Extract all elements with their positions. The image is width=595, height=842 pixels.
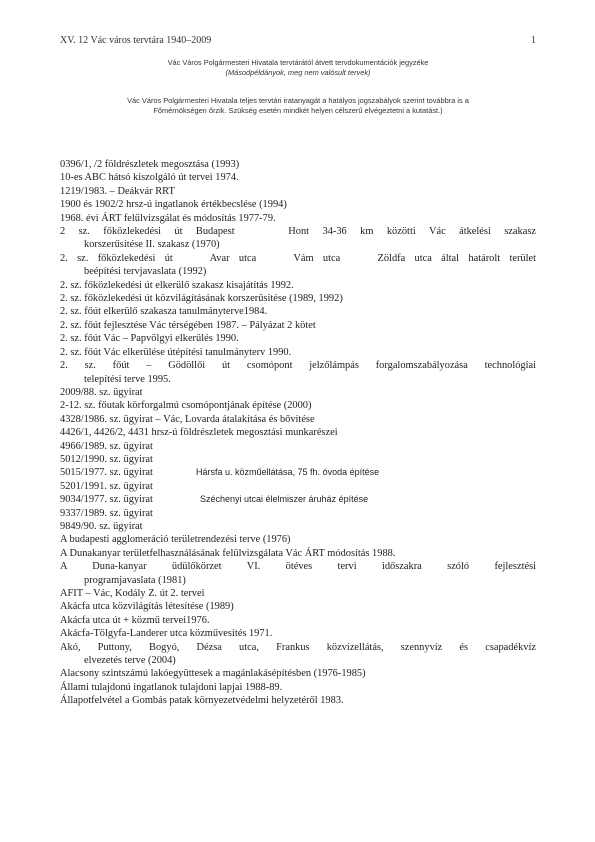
list-item: [60, 359, 536, 386]
list-item: 2. sz. főút Vác – Papvölgyi elkerülés 1990.: [60, 333, 239, 345]
list-item: AFIT – Vác, Kodály Z. út 2. tervei: [60, 588, 205, 599]
list-item: 5012/1990. sz. ügyirat: [60, 453, 153, 465]
intro-note: [60, 96, 536, 116]
list-item: Állapotfelvétel a Gombás patak környezetvédelmi helyzetéről 1983.: [60, 695, 344, 707]
list-item: 2. sz. főút Vác elkerülése útépítési tanulmányterv 1990.: [60, 346, 292, 358]
list-item: [60, 225, 536, 252]
list-item: 2-12. sz. főutak körforgalmú csomópontjának építése (2000): [60, 400, 312, 412]
list-item-number: 9034/1977. sz. ügyirat: [60, 494, 153, 506]
list-item: A Dunakanyar területfelhasználásának felülvizsgálata Vác ÁRT módosítás 1988.: [60, 547, 396, 559]
list-item-line: 2. sz. főközlekedési út Avar utca Vám utca Zöldfa utca által határolt terület: [60, 252, 536, 264]
list-item-description: Hársfa u. közműellátása, 75 fh. óvoda építése: [196, 467, 380, 478]
list-item-continuation: elvezetés terve (2004): [84, 655, 176, 667]
document-subtitle: (Másodpéldányok, meg nem valósult tervek): [225, 68, 371, 77]
intro-note-line-1: Vác Város Polgármesteri Hivatala teljes tervtári iratanyagát a hatályos jogszabályok szerint továbbra is a: [127, 96, 469, 105]
list-item: Akácfa utca út + közmű tervei1976.: [60, 614, 210, 626]
document-list: [60, 158, 536, 708]
list-item: 2. sz. főút elkerülő szakasza tanulmányterve1984.: [60, 306, 268, 318]
list-item: 10-es ABC hátsó kiszolgáló út tervei 1974.: [60, 172, 239, 184]
list-item: 4966/1989. sz. ügyirat: [60, 440, 153, 452]
list-item: Akácfa-Tölgyfa-Landerer utca közművesítés 1971.: [60, 628, 273, 640]
header-title: XV. 12 Vác város tervtára 1940–2009: [60, 35, 212, 46]
list-item-line: 2. sz. főút – Gödöllői út csomópont jelzőlámpás forgalomszabályozása technológiai: [60, 360, 536, 372]
list-item: [60, 560, 536, 587]
page-header: [60, 35, 536, 49]
intro-note-line-2: Főmérnökségen őrzik. Szükség esetén mindkét helyen célszerű elvégeztetni a kutatást.): [153, 106, 443, 115]
document-title-block: [60, 58, 536, 78]
list-item: Állami tulajdonú ingatlanok tulajdoni lapjai 1988-89.: [60, 681, 283, 693]
list-item: 9849/90. sz. ügyirat: [60, 520, 143, 532]
list-item: [60, 493, 536, 506]
list-item: 9337/1989. sz. ügyirat: [60, 507, 153, 519]
list-item: 0396/1, /2 földrészletek megosztása (1993): [60, 159, 240, 170]
list-item: 2. sz. főközlekedési út közvilágításának korszerűsítése (1989, 1992): [60, 293, 343, 305]
list-item: Akácfa utca közvilágítás létesítése (1989): [60, 601, 234, 613]
list-item: [60, 252, 536, 279]
list-item: Alacsony szintszámú lakóegyüttesek a magánlakásépítésben (1976-1985): [60, 668, 366, 680]
list-item: [60, 466, 536, 479]
list-item-continuation: programjavaslata (1981): [84, 574, 186, 586]
list-item: 1968. évi ÁRT felülvizsgálat és módosítás 1977-79.: [60, 212, 276, 224]
list-item: 2. sz. főút fejlesztése Vác térségében 1987. – Pályázat 2 kötet: [60, 319, 316, 331]
list-item-continuation: korszerűsítése II. szakasz (1970): [84, 239, 220, 251]
list-item: 5201/1991. sz. ügyirat: [60, 480, 153, 492]
list-item-line: A Duna-kanyar üdülőkörzet VI. ötéves tervi időszakra szóló fejlesztési: [60, 561, 536, 573]
document-title: Vác Város Polgármesteri Hivatala tervtárától átvett tervdokumentációk jegyzéke: [167, 58, 429, 67]
list-item: 1900 és 1902/2 hrsz-ú ingatlanok értékbecslése (1994): [60, 199, 287, 211]
list-item-line: 2 sz. főközlekedési út Budapest Hont 34-36 km közötti Vác átkelési szakasz: [60, 226, 536, 238]
list-item: [60, 641, 536, 668]
page-number: 1: [531, 35, 536, 46]
list-item: 4426/1, 4426/2, 4431 hrsz-ú földrészletek megosztási munkarészei: [60, 427, 338, 439]
list-item-line: Akó, Puttony, Bogyó, Dézsa utca, Frankus közvízellátás, szennyvíz és csapadékvíz: [60, 641, 536, 653]
list-item: 4328/1986. sz. ügyirat – Vác, Lovarda átalakítása és bővítése: [60, 413, 315, 425]
list-item-continuation: beépítési tervjavaslata (1992): [84, 266, 207, 278]
list-item-continuation: telepítési terve 1995.: [84, 373, 171, 385]
list-item: 2009/88. sz. ügyirat: [60, 386, 143, 398]
list-item-number: 5015/1977. sz. ügyirat: [60, 467, 153, 479]
list-item: 1219/1983. – Deákvár RRT: [60, 185, 175, 197]
list-item-description: Széchenyi utcai élelmiszer áruház építése: [200, 494, 369, 505]
list-item: A budapesti agglomeráció területrendezési terve (1976): [60, 534, 291, 546]
list-item: 2. sz. főközlekedési út elkerülő szakasz kisajátítás 1992.: [60, 279, 294, 291]
